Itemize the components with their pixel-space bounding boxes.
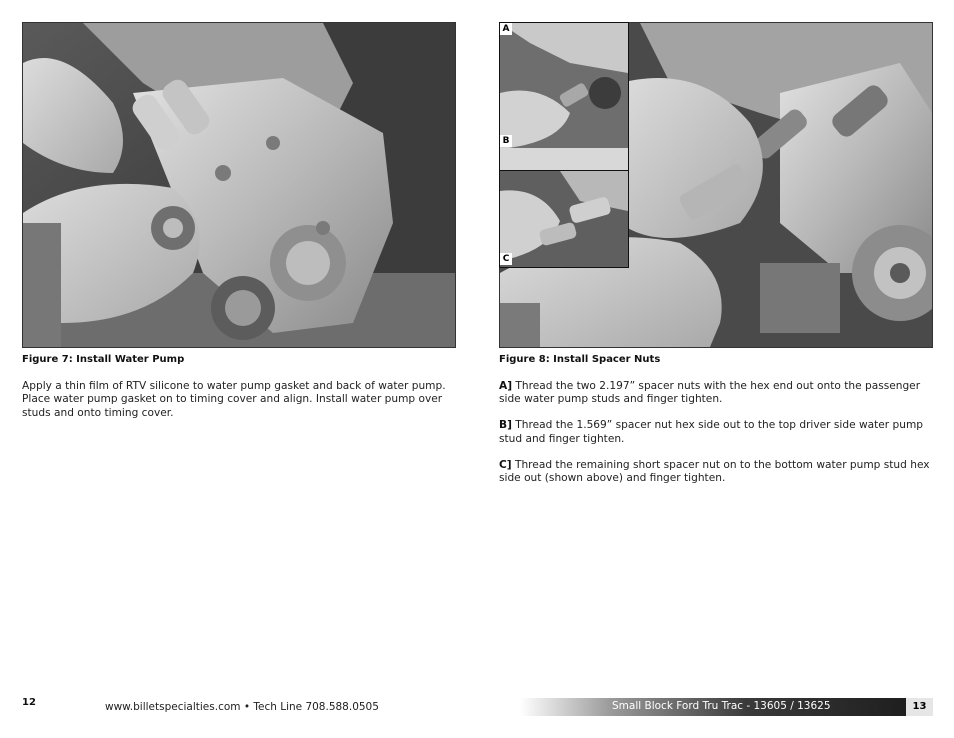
figure-7-caption: Figure 7: Install Water Pump (22, 354, 185, 365)
step-b-marker: B] (499, 419, 512, 432)
instruction-paragraph: Apply a thin film of RTV silicone to water pump gasket and back of water pump. Place water pump gasket on to timing cover and align. Install water pump over studs and onto timing cover. (22, 380, 446, 419)
figure-7-instructions (22, 380, 454, 433)
inset-a-photo (499, 22, 629, 150)
step-a-text: Thread the two 2.197” spacer nuts with the hex end out onto the passenger side water pump studs and finger tighten. (499, 380, 921, 406)
step-a (499, 380, 931, 407)
inset-c-photo (499, 170, 629, 268)
inset-b-photo (499, 148, 629, 171)
step-c-text: Thread the remaining short spacer nut on to the bottom water pump stud hex side out (shown above) and finger tighten. (499, 458, 930, 485)
left-page-number: 12 (22, 697, 36, 708)
left-footer-contact: www.billetspecialties.com • Tech Line 708.588.0505 (105, 701, 379, 713)
step-a-marker: A] (499, 380, 513, 392)
inset-label-c: C (500, 253, 512, 265)
figure-8-instructions (499, 380, 931, 498)
inset-c-image (500, 171, 628, 267)
right-page-number: 13 (906, 698, 933, 716)
inset-a-image (500, 23, 628, 149)
right-footer-title: Small Block Ford Tru Trac - 13605 / 13625 (612, 700, 831, 712)
figure-8-caption: Figure 8: Install Spacer Nuts (499, 354, 661, 365)
step-c (499, 459, 931, 486)
step-c-marker: C] (499, 458, 512, 471)
figure-7-photo (22, 22, 456, 348)
inset-label-a: A (500, 23, 512, 35)
step-b (499, 419, 931, 446)
step-b-text: Thread the 1.569” spacer nut hex side out to the top driver side water pump stud and finger tighten. (499, 419, 923, 445)
inset-label-b: B (500, 135, 512, 147)
water-pump-install-image (23, 23, 455, 347)
